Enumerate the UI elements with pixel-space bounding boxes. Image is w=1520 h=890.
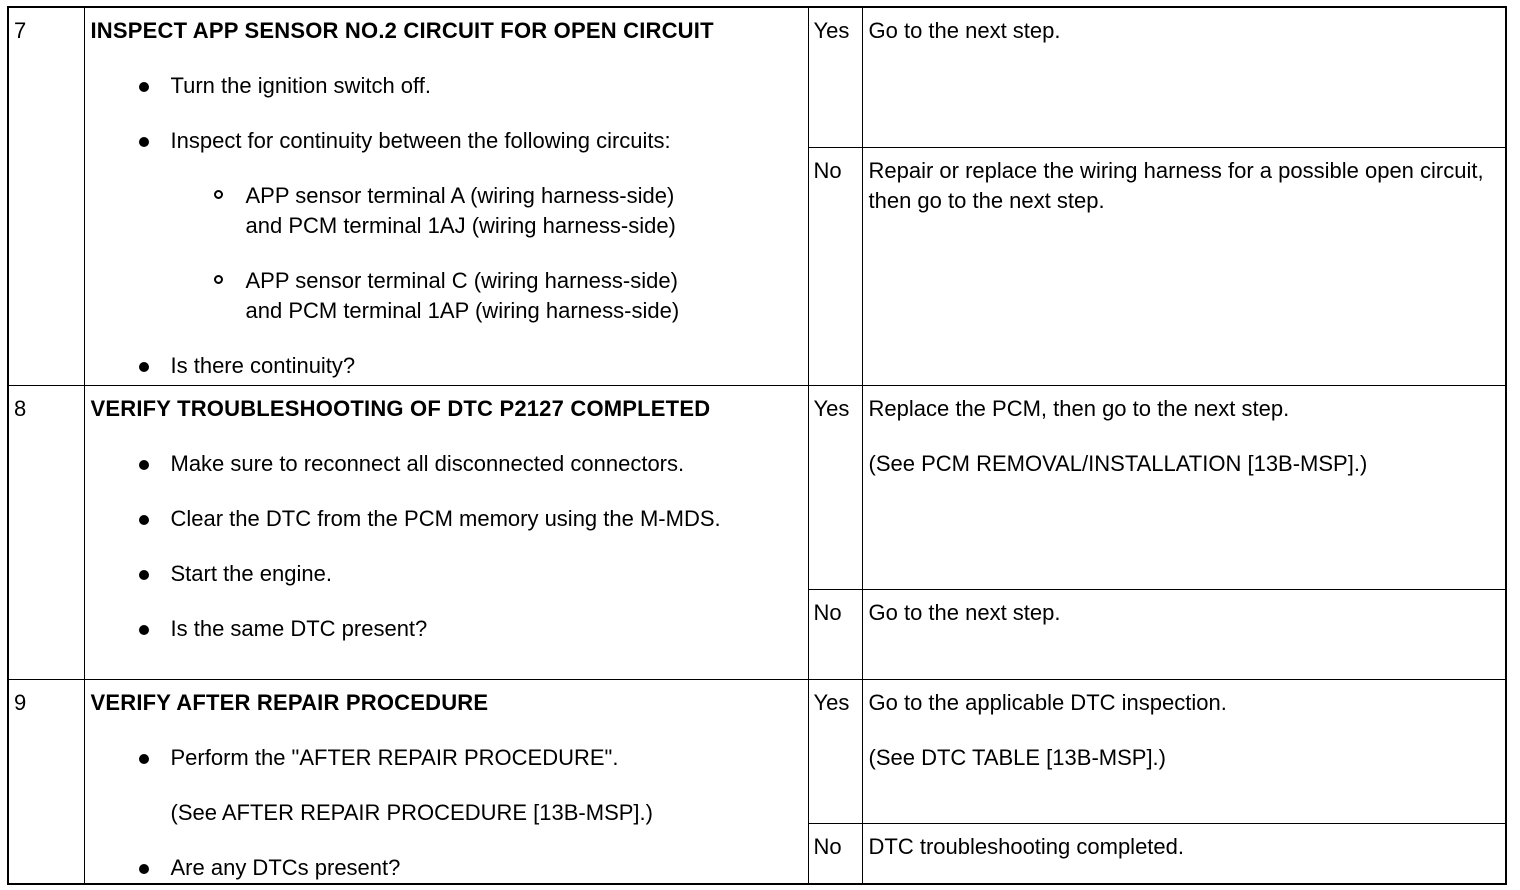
action-no [862, 824, 1507, 883]
action-no [862, 147, 1507, 385]
troubleshooting-sheet [7, 6, 1507, 885]
step-9-yes-row [9, 679, 1507, 824]
action-no [862, 589, 1507, 679]
reference-text: (See AFTER REPAIR PROCEDURE [13B-MSP].) [170, 799, 653, 825]
step-title: VERIFY AFTER REPAIR PROCEDURE [90, 689, 489, 715]
inspection-cell [84, 679, 808, 883]
bullet-item: Turn the ignition switch off. [171, 71, 808, 101]
action-yes [862, 385, 1507, 589]
sub-bullet-item [246, 266, 808, 326]
step-number: 7 [9, 8, 84, 385]
sub-bullet-line: and PCM terminal 1AP (wiring harness-side) [245, 298, 680, 323]
answer-yes: Yes [808, 8, 862, 147]
inspection-cell [84, 385, 808, 679]
step-title: VERIFY TROUBLESHOOTING OF DTC P2127 COMPLETED [90, 395, 711, 421]
step-number: 8 [9, 385, 84, 679]
troubleshooting-table [9, 8, 1507, 884]
sub-bullet-line: and PCM terminal 1AJ (wiring harness-side) [245, 213, 676, 238]
action-yes [862, 679, 1507, 824]
reference-text: (See PCM REMOVAL/INSTALLATION [13B-MSP].) [868, 450, 1368, 476]
bullet-item: Are any DTCs present? [171, 853, 808, 883]
action-text: Go to the next step. [868, 18, 1061, 43]
answer-no: No [808, 824, 862, 883]
sub-bullet-item [246, 181, 808, 241]
step-8-yes-row [9, 385, 1507, 589]
action-text: Go to the next step. [868, 599, 1061, 625]
bullet-item: Clear the DTC from the PCM memory using the M-MDS. [171, 504, 731, 534]
bullet-item: Start the engine. [171, 559, 808, 589]
answer-no: No [808, 147, 862, 385]
inspection-cell [84, 8, 808, 385]
step-title: INSPECT APP SENSOR NO.2 CIRCUIT FOR OPEN CIRCUIT [90, 18, 714, 43]
step-7-yes-row [9, 8, 1507, 147]
step-number: 9 [9, 679, 84, 883]
bullet-item: Make sure to reconnect all disconnected connectors. [171, 449, 808, 479]
bullet-item: Is there continuity? [171, 351, 808, 381]
bullet-item: Perform the "AFTER REPAIR PROCEDURE". [171, 743, 808, 773]
sub-bullet-line: APP sensor terminal A (wiring harness-side) [245, 183, 675, 208]
bullet-item: Is the same DTC present? [171, 614, 808, 644]
action-text: DTC troubleshooting completed. [868, 834, 1184, 860]
answer-yes: Yes [808, 385, 862, 589]
action-text: Go to the applicable DTC inspection. [868, 689, 1227, 715]
sub-bullet-line: APP sensor terminal C (wiring harness-side) [245, 268, 678, 293]
action-yes [862, 8, 1507, 147]
bullet-item: Inspect for continuity between the following circuits: [171, 126, 808, 156]
answer-no: No [808, 589, 862, 679]
action-text: Repair or replace the wiring harness for a possible open circuit, then go to the next step. [868, 157, 1484, 213]
answer-yes: Yes [808, 679, 862, 824]
reference-text: (See DTC TABLE [13B-MSP].) [868, 744, 1166, 770]
action-text: Replace the PCM, then go to the next step. [868, 395, 1290, 421]
